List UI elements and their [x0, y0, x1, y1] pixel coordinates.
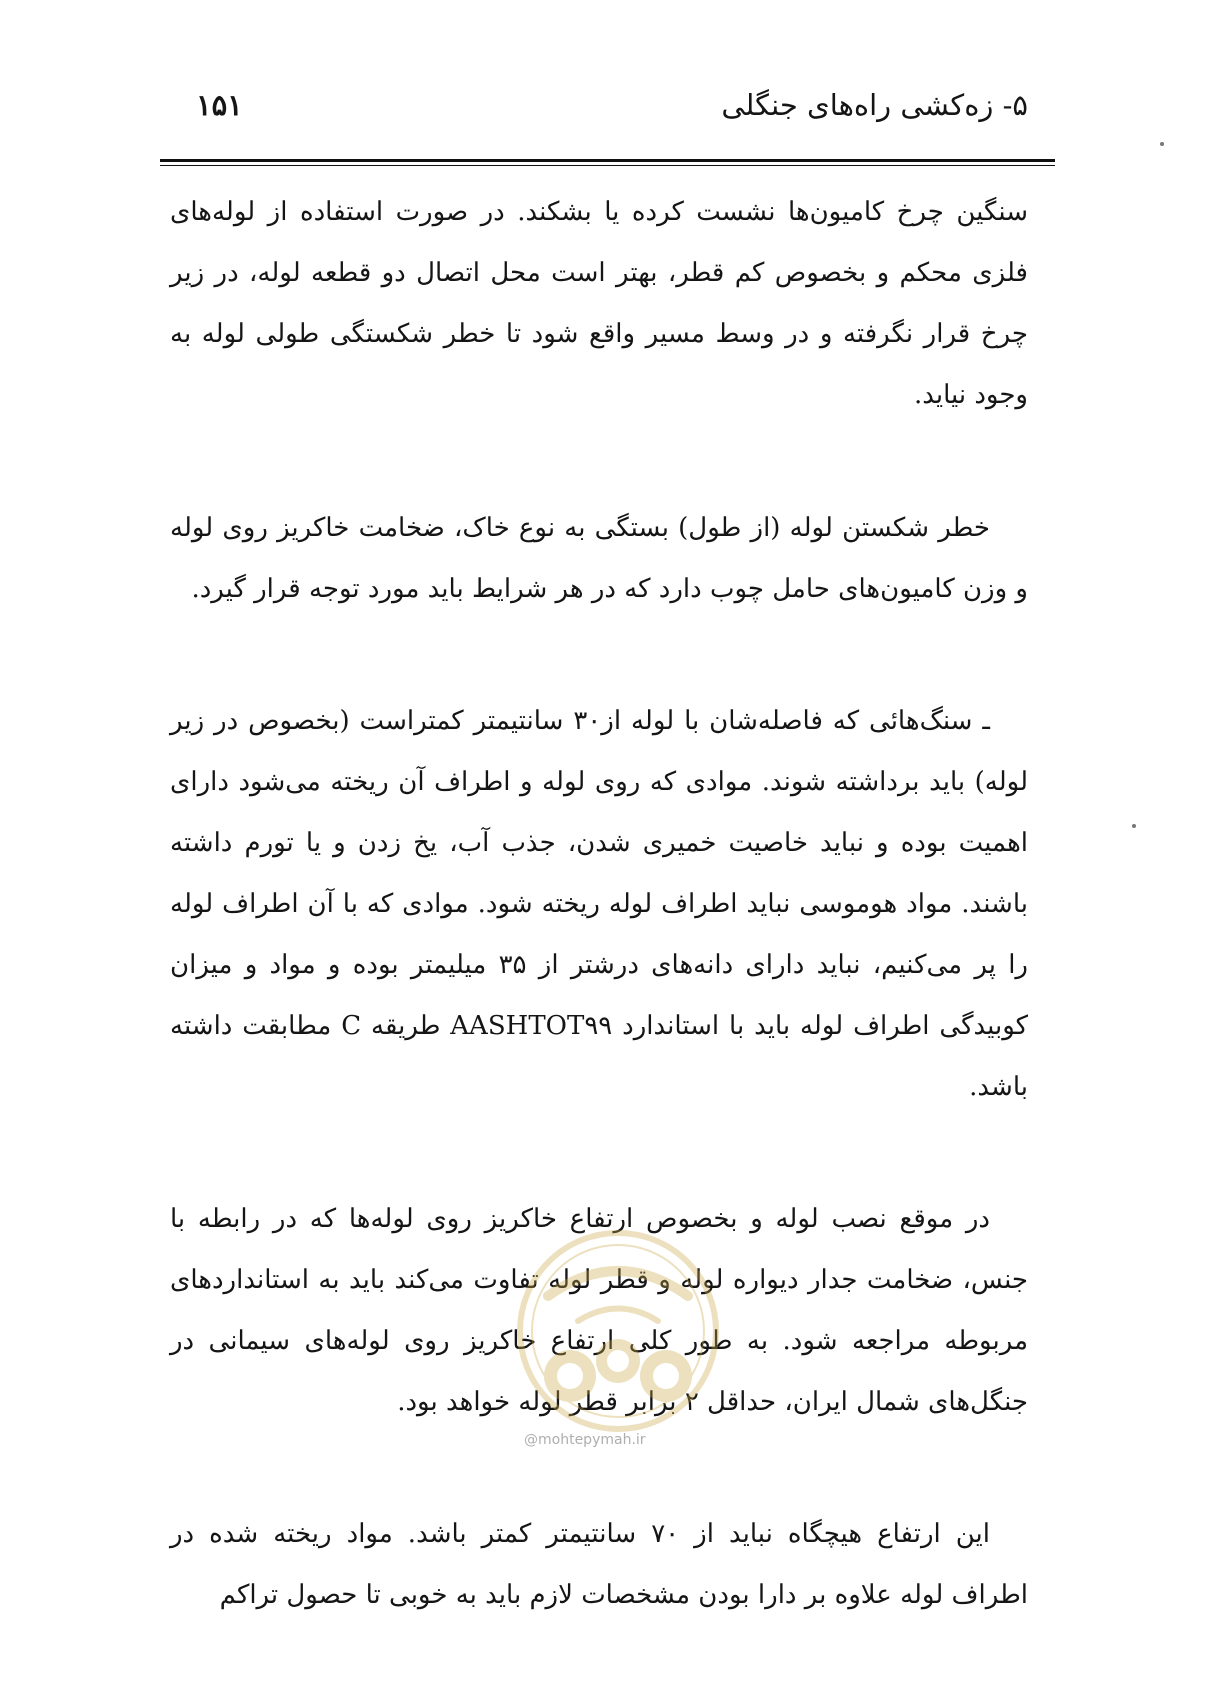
paragraph-1: سنگین چرخ کامیون‌ها نشست کرده یا بشکند. در صورت استفاده از لوله‌های فلزی محکم و بخصوص کم قطر، بهتر است محل اتصال دو قطعه لوله، در زیر چرخ قرار نگرفته و در وسط مسیر واقع شود تا خطر شکستگی طولی لوله به وجود نیاید. [170, 197, 1028, 410]
header-rule-thick [160, 159, 1055, 162]
page-header [196, 88, 1028, 138]
paragraph-3 [170, 691, 1028, 1118]
page-number: ۱۵۱ [196, 88, 243, 122]
chapter-title: ۵- زه‌کشی راه‌های جنگلی [721, 88, 1028, 122]
watermark-url: @mohtepymah.ir [524, 1432, 646, 1448]
header-rule-thin [160, 165, 1055, 166]
paragraph-3-text: ـ سنگ‌هائی که فاصله‌شان با لوله از۳۰ سانتیمتر کمتراست (بخصوص در زیر لوله) باید برداشته شوند. موادی که روی لوله و اطراف آن ریخته می‌شود دارای اهمیت بوده و نباید خاصیت خمیری شدن، جذب آب، یخ زدن و یا تورم داشته باشند. مواد هوموسی نباید اطراف لوله ریخته شود. موادی که با آن اطراف لوله را پر می‌کنیم، نباید دارای دانه‌های درشتر از ۳۵ میلیمتر بوده و مواد و میزان کوبیدگی اطراف لوله باید با استاندارد AASHTOT۹۹ طریقه C مطابقت داشته باشد. [170, 706, 1028, 1102]
paragraph-4 [170, 1189, 1028, 1433]
paragraph-5 [170, 1504, 1028, 1626]
body-text [170, 182, 1028, 1697]
margin-dot [1132, 824, 1136, 828]
paragraph-4-text: در موقع نصب لوله و بخصوص ارتفاع خاکریز روی لوله‌ها که در رابطه با جنس، ضخامت جدار دیواره لوله و قطر لوله تفاوت می‌کند باید به استانداردهای مربوطه مراجعه شود. به طور کلی ارتفاع خاکریز روی لوله‌های سیمانی در جنگل‌های شمال ایران، حداقل ۲ برابر قطر لوله خواهد بود. [170, 1204, 1028, 1417]
paragraph-5-text: این ارتفاع هیچگاه نباید از ۷۰ سانتیمتر کمتر باشد. مواد ریخته شده در اطراف لوله علاوه بر دارا بودن مشخصات لازم باید به خوبی تا حصول تراکم [170, 1519, 1028, 1610]
paragraph-2 [170, 498, 1028, 620]
paragraph-2-text: خطر شکستن لوله (از طول) بستگی به نوع خاک، ضخامت خاکریز روی لوله و وزن کامیون‌های حامل چوب دارد که در هر شرایط باید مورد توجه قرار گیرد. [170, 513, 1028, 604]
margin-dot [1160, 142, 1164, 146]
